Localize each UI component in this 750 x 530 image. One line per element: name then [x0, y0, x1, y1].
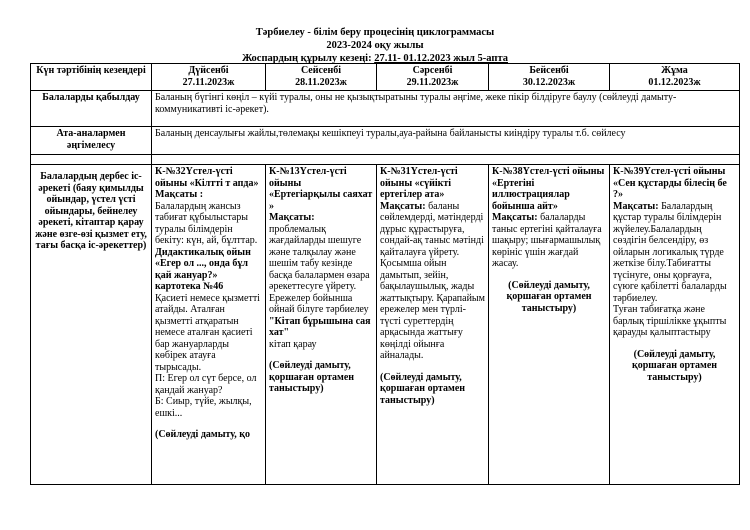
fri-goal-label: Мақсаты: [613, 200, 659, 212]
tue-goal: проблемалық жағдайларды шешуге және талқылау және шешім табу кезінде басқа балалармен өзара әрекеттесуге үйрету. Ережелер бойынша ойнай білуге тәрбиелеу [269, 223, 370, 315]
academic-year: 2023-2024 оқу жылы [326, 40, 424, 51]
fri-goal: Балалардың құстар туралы білімдерін жүйелеу.Балалардың сөздігін белсендіру, өз ойларын логикалық түрде жеткізе білу.Табиғатты түсінуге, оны қорғауға, сүюге қабілетті балаларды тәрбиелеу. [613, 200, 727, 304]
row-label-reception: Балаларды қабылдау [31, 91, 152, 127]
tue-footer: (Сөйлеуді дамыту, қоршаған ортамен таныстыру) [269, 360, 355, 394]
mon-footer: (Сөйлеуді дамыту, қо [155, 429, 251, 440]
wed-goal-label: Мақсаты: [380, 200, 426, 212]
table-row [31, 127, 740, 155]
thu-goal: балаларды таныс ертегіні қайталауға шақыру; шығармашылық көрініс үшін жағдай жасау. [492, 212, 602, 269]
tue-goal-label: Мақсаты: [269, 212, 315, 223]
cell-wednesday [377, 165, 489, 485]
cell-friday [610, 165, 740, 485]
mon-title: К-№32Үстел-үсті ойыны «Кілтті т апда» Мақсаты : [155, 166, 259, 200]
period-label: Жоспардың құрылу кезеңі [241, 53, 369, 64]
cell-thursday [489, 165, 610, 485]
table-row [31, 165, 740, 485]
table-row [31, 91, 740, 127]
fri-text2: Туған табиғатқа және барлық тіршілікке ұқыпты қарауды қалыптастыру [613, 304, 727, 338]
planning-period: Жоспардың құрылу кезеңі: 27.11- 01.12.2023 жыл 5-апта [241, 53, 509, 64]
thu-title: К-№38Үстел-үсті ойыны «Ертегіні иллюстрациялар бойынша айт» [492, 166, 605, 212]
tue-book2: кітап қарау [269, 338, 317, 350]
mon-question: П: Егер ол сүт берсе, ол қандай жануар? [155, 373, 257, 396]
day-header-thu: Бейсенбі 30.12.2023ж [489, 64, 610, 91]
mon-answer: Б: Сиыр, түйе, жылқы, ешкі... [155, 396, 252, 419]
tue-title: К-№13Үстел-үсті ойыны «Ертегіарқылы саяхат » [269, 166, 373, 212]
wed-goal: баланы сөйлемдерді, мәтіндерді дұрыс құрастыруға, сондай-ақ таныс мәтінді қайталауға үйрету. Қосымша ойын дамытып, зейін, бақылаушылық, жады жаттықтыру. Қарапайым ережелер мен түрлі-түсті суреттердің арқасында жаттығу көңілді ойынға айналады. [380, 200, 485, 361]
spacer-row [31, 155, 740, 165]
day-header-fri: Жұма 01.12.2023ж [610, 64, 740, 91]
page-title: Тәрбиелеу - білім беру процесінің циклограммасы [255, 27, 495, 38]
row-label-parents: Ата-аналармен әңгімелесу [31, 127, 152, 155]
thu-footer: (Сөйлеуді дамыту, қоршаған ортамен таныстыру) [506, 279, 592, 314]
table-header-row [31, 64, 740, 91]
tue-book: "Кітап бұрышына сая хат" [269, 315, 371, 338]
day-header-tue: Сейсенбі 28.11.2023ж [266, 64, 377, 91]
reception-text: Баланың бүгінгі көңіл – күйі туралы, оны не қызықтыратыны туралы әңгіме, жеке пікір білдіруге баулу (сөйлеуді дамыту-коммуникативті іс-әрекет). [152, 91, 740, 127]
cell-monday [152, 165, 266, 485]
row-label-activities: Балалардың дербес іс-әрекеті (баяу қимылды ойындар, үстел үсті ойындары, бейнелеу әрекеті, кітаптар қарау және өзге-өзі қызмет ету, тағы басқа іс-әрекеттер) [31, 165, 152, 485]
mon-title2: Дидактикалық ойын «Егер ол ..., онда бұл қай жануар?» картотека №46 [155, 246, 251, 292]
cyclogram-table [30, 63, 740, 485]
period-value: 27.11- 01.12.2023 жыл 5-апта [374, 53, 509, 64]
day-header-mon: Дүйсенбі 27.11.2023ж [152, 64, 266, 91]
mon-text1: Балалардың жансыз табиғат құбылыстары туралы білімдерін бекіту: күн, ай, бұлттар. [155, 200, 258, 246]
fri-footer: (Сөйлеуді дамыту, қоршаған ортамен таныстыру) [631, 348, 718, 383]
corner-header: Күн тәртібінің кезеңдері [31, 64, 152, 91]
cell-tuesday [266, 165, 377, 485]
wed-title: К-№31Үстел-үсті ойыны «сүйікті ертегілер ата» [380, 166, 458, 200]
thu-goal-label: Мақсаты: [492, 212, 538, 223]
fri-title: К-№39Үстел-үсті ойыны «Сен құстарды білесің бе ?» [613, 166, 727, 200]
day-header-wed: Сәрсенбі 29.11.2023ж [377, 64, 489, 91]
parents-text: Баланың денсаулығы жайлы,төлемақы кешікпеуі туралы,ауа-райына байланысты киіндіру туралы т.б. сөйлесу [152, 127, 740, 155]
mon-text2: Қасиеті немесе қызметті атайды. Аталған қызметті атқаратын немесе аталған қасиеті бар жануарларды көбірек атауға тырысады. [155, 292, 260, 373]
wed-footer: (Сөйлеуді дамыту, қоршаған ортамен таныстыру) [380, 371, 466, 406]
